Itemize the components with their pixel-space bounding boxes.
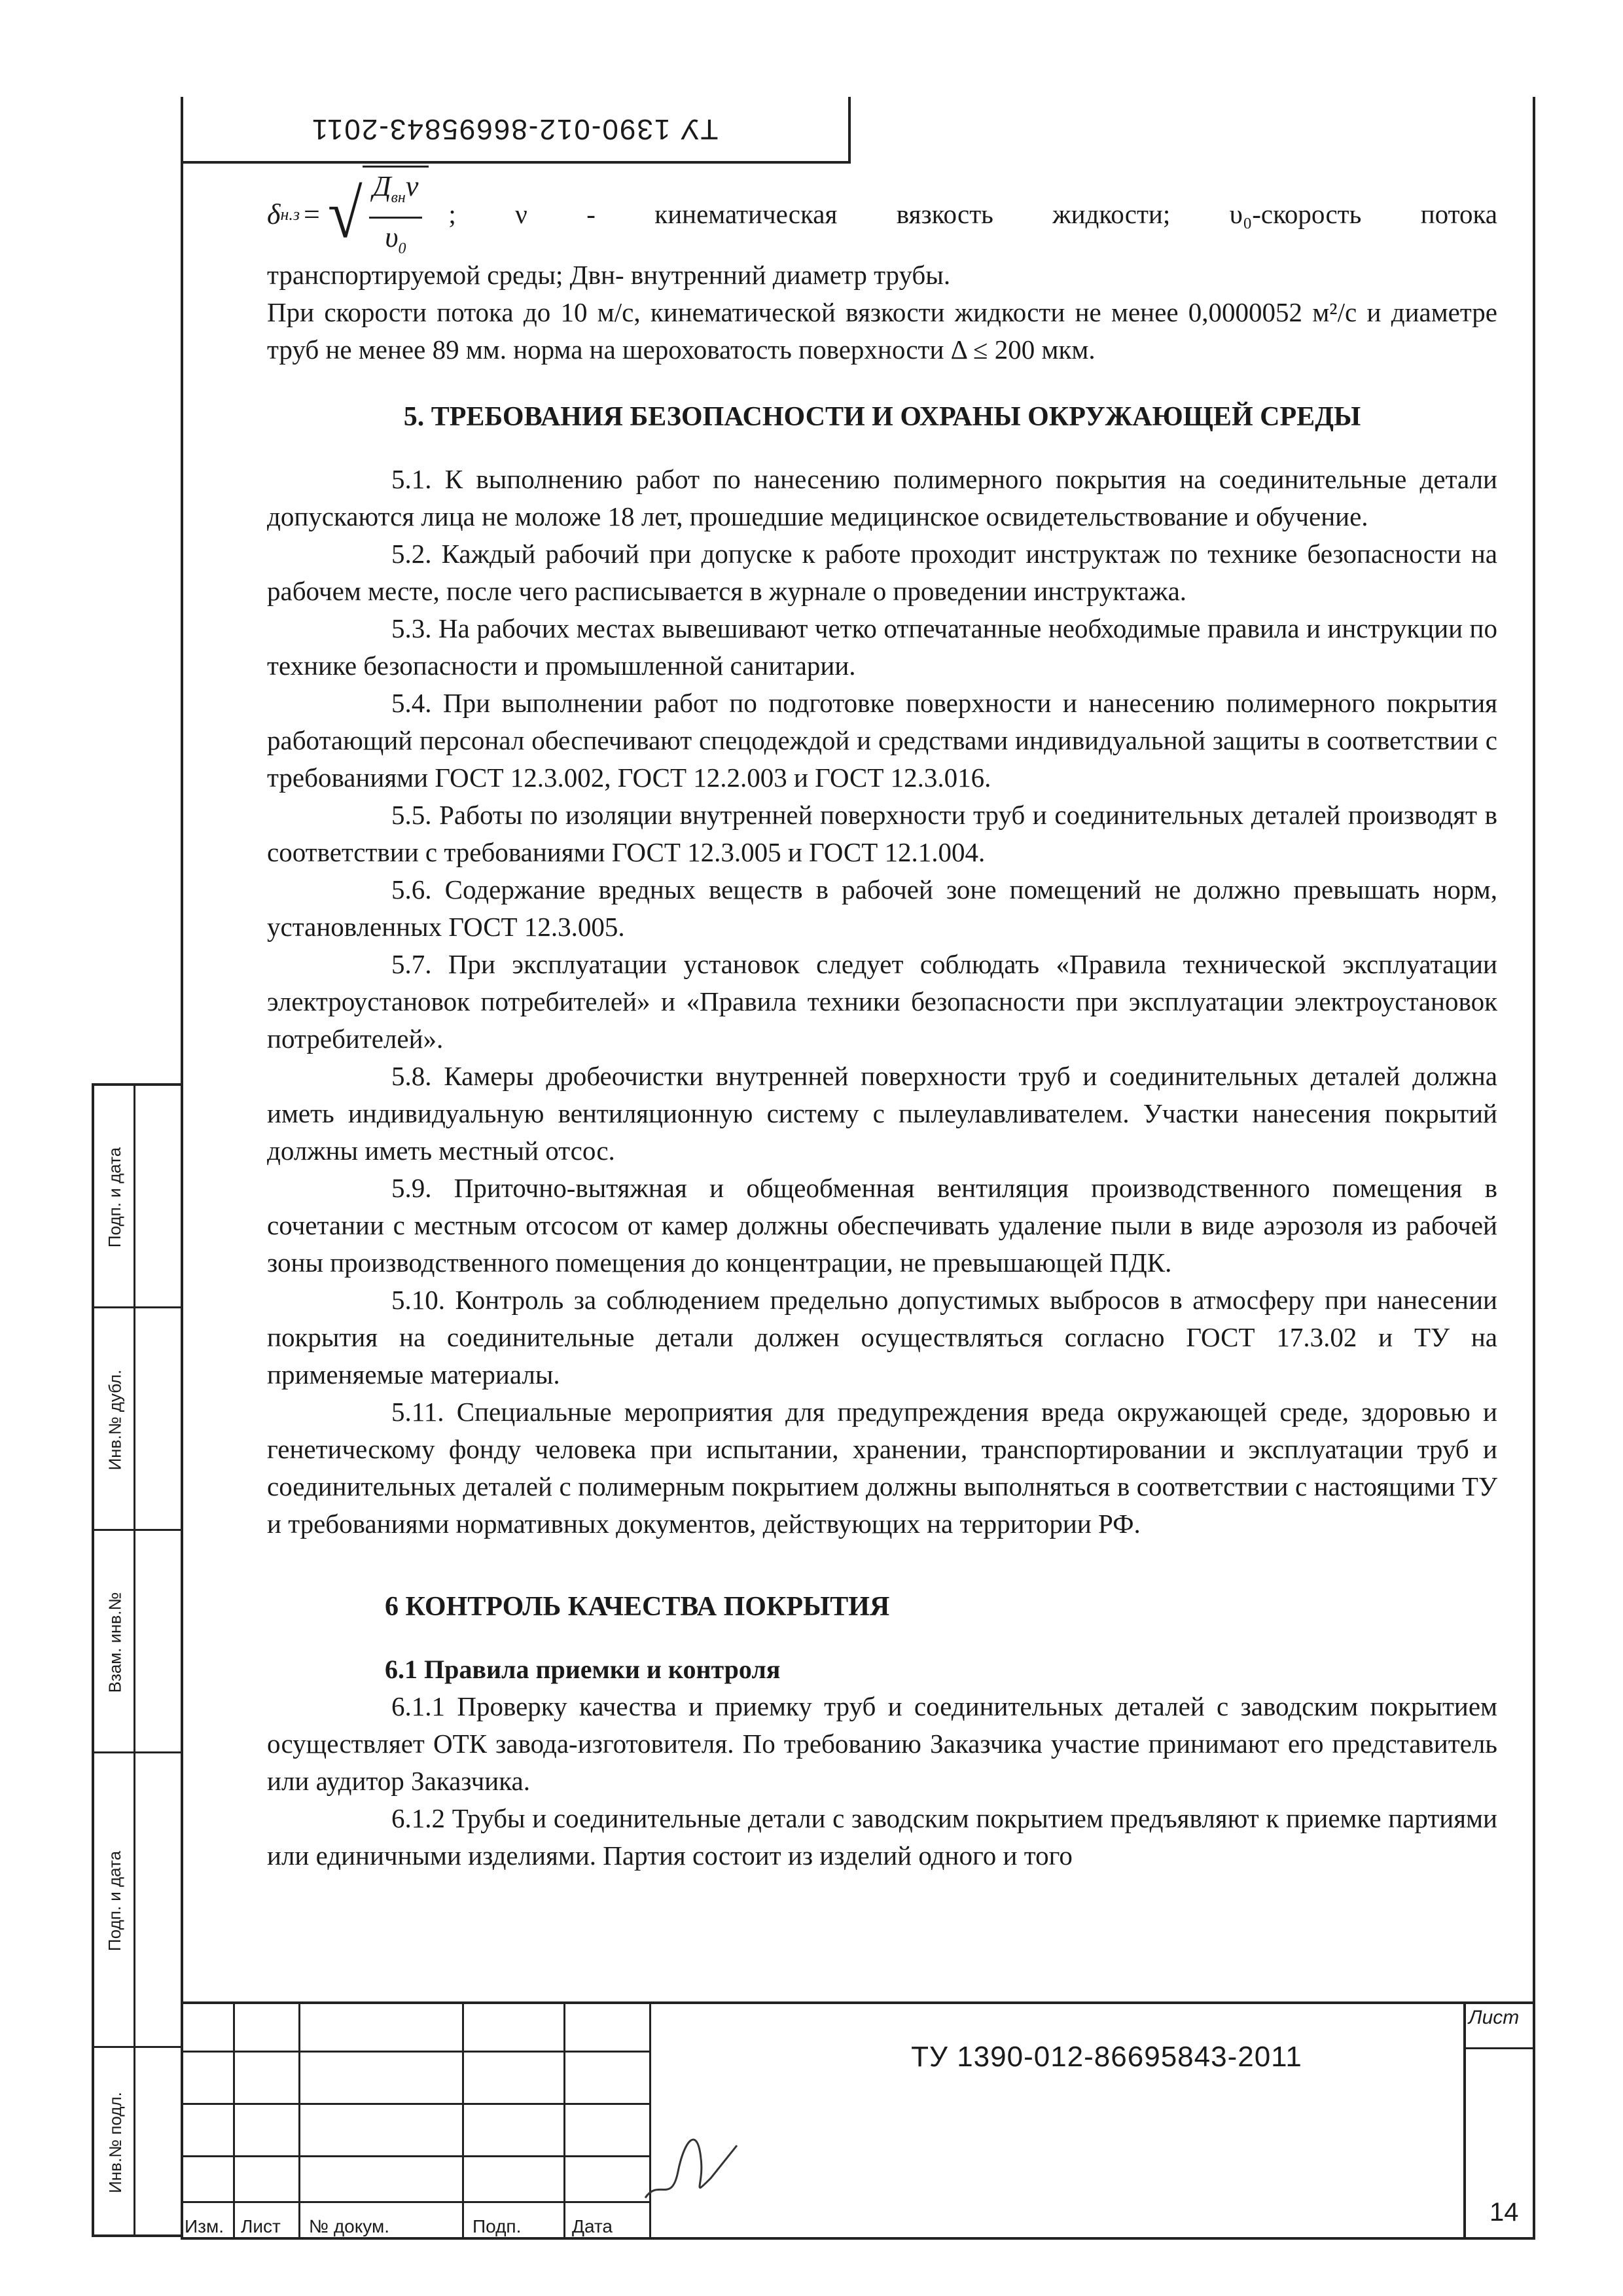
col-data-label: Дата (572, 2216, 613, 2236)
title-block-col-3 (298, 2001, 300, 2237)
section-5-title: 5. ТРЕБОВАНИЯ БЕЗОПАСНОСТИ И ОХРАНЫ ОКРУЖАЮЩЕЙ СРЕДЫ (403, 402, 1361, 432)
intro-paragraph-2: При скорости потока до 10 м/с, кинематической вязкости жидкости не менее 0,0000052 м²/с и диаметре труб не менее 89 мм. норма на шероховатость поверхности Δ ≤ 200 мкм. (267, 297, 1497, 365)
formula-numerator: Д (372, 170, 391, 203)
section-6-title: 6 КОНТРОЛЬ КАЧЕСТВА ПОКРЫТИЯ (385, 1592, 890, 1622)
formula-denominator: υ (385, 221, 399, 253)
clause-5-2: 5.2. Каждый рабочий при допуске к работе проходит инструктаж по технике безопасности на рабочем месте, после чего расписывается в журнале о проведении инструктажа. (267, 539, 1497, 606)
title-block-col-5 (563, 2001, 565, 2237)
side-cell-inv-dubl (94, 1308, 183, 1531)
title-block-doc-code: ТУ 1390-012-86695843-2011 (911, 2041, 1302, 2073)
clause-6-1-1: 6.1.1 Проверку качества и приемку труб и соединительных деталей с заводским покрытием осуществляет ОТК завода-изготовителя. По требованию Заказчика участие принимают его представитель или аудитор Заказчика. (267, 1691, 1497, 1796)
sqrt-sign: √ $\frac{Д_{вн}\nu}{\upsilon_0}$ (328, 160, 429, 268)
col-podp-label: Подп. (473, 2216, 522, 2236)
title-block (181, 2001, 1533, 2237)
side-label-podp-data-1: Подп. и дата (105, 1147, 125, 1247)
formula-numerator-var: ν (405, 170, 419, 203)
title-block-col-1 (181, 2001, 183, 2237)
top-stamp-box (181, 97, 851, 164)
title-block-row-line-3 (181, 2155, 649, 2157)
side-label-vzam-inv: Взам. инв.№ (105, 1592, 125, 1693)
roughness-formula: δ н.з = √ $\frac{Д_{вн}\nu}{\upsilon_0}$ (267, 160, 429, 268)
title-block-col-2 (233, 2001, 235, 2237)
sheet-label: Лист (1469, 2007, 1520, 2028)
title-block-col-4 (462, 2001, 464, 2237)
side-cell-podp-data-2 (94, 1753, 183, 2048)
intro-paragraph-1: транспортируемой среды; Двн- внутренний диаметр трубы. (267, 260, 951, 290)
side-label-inv-dubl: Инв.№ дубл. (105, 1369, 125, 1470)
side-label-podp-data-2: Подп. и дата (105, 1850, 125, 1951)
signature-mark (639, 2100, 743, 2211)
col-docum-label: № докум. (309, 2216, 390, 2236)
clause-5-3: 5.3. На рабочих местах вывешивают четко отпечатанные необходимые правила и инструкции по технике безопасности и промышленной санитарии. (267, 613, 1497, 681)
col-izm-label: Изм. (185, 2216, 224, 2236)
document-body (267, 171, 1497, 1874)
title-block-row-line-4 (181, 2201, 649, 2203)
formula-fraction (363, 166, 429, 268)
clause-5-6: 5.6. Содержание вредных веществ в рабочей зоне помещений не должно превышать норм, установленных ГОСТ 12.3.005. (267, 874, 1497, 942)
side-margin-strip (92, 1083, 181, 2237)
title-block-top-line (181, 2001, 1533, 2004)
clause-6-1-2: 6.1.2 Трубы и соединительные детали с заводским покрытием предъявляют к приемке партиями или единичными изделиями. Партия состоит из изделий одного и того (267, 1803, 1497, 1871)
side-cell-vzam-inv (94, 1531, 183, 1753)
clause-5-4: 5.4. При выполнении работ по подготовке поверхности и нанесению полимерного покрытия работающий персонал обеспечивают спецодеждой и средствами индивидуальной защиты в соответствии с требованиями ГОСТ 12.3.002, ГОСТ 12.2.003 и ГОСТ 12.3.016. (267, 688, 1497, 793)
clause-5-10: 5.10. Контроль за соблюдением предельно допустимых выбросов в атмосферу при нанесении покрытия на соединительные детали должен осуществляться согласно ГОСТ 17.3.02 и ТУ на применяемые материалы. (267, 1285, 1497, 1390)
title-block-row-line-1 (181, 2051, 649, 2053)
subsection-6-1-title: 6.1 Правила приемки и контроля (385, 1655, 781, 1684)
clause-5-8: 5.8. Камеры дробеочистки внутренней поверхности труб и соединительных деталей должна иметь индивидуальную вентиляционную систему с пылеулавливателем. Участки нанесения покрытий должны иметь местный отсос. (267, 1061, 1497, 1166)
col-list-label: Лист (241, 2216, 281, 2236)
formula-denominator-sub: 0 (398, 240, 406, 257)
clause-5-5: 5.5. Работы по изоляции внутренней поверхности труб и соединительных деталей производят в соответствии с требованиями ГОСТ 12.3.005 и ГОСТ 12.1.004. (267, 800, 1497, 867)
formula-lhs-sub: н.з (280, 204, 300, 224)
clause-5-1: 5.1. К выполнению работ по нанесению полимерного покрытия на соединительные детали допускаются лица не моложе 18 лет, прошедшие медицинское освидетельствование и обучение. (267, 464, 1497, 531)
clause-5-11: 5.11. Специальные мероприятия для предупреждения вреда окружающей среде, здоровью и генетическому фонду человека при испытании, хранении, транспортировании и эксплуатации труб и соединительных деталей с полимерным покрытием должны выполняться в соответствии с настоящими ТУ и требованиями нормативных документов, действующих на территории РФ. (267, 1397, 1497, 1539)
title-block-row-line-2 (181, 2103, 649, 2105)
formula-description: ; ν - кинематическая вязкость жидкости; υ₀-скорость потока (448, 198, 1497, 229)
top-stamp-text: ТУ 1390-012-86695843-2011 (310, 113, 719, 145)
sheet-box-divider (1466, 2047, 1535, 2049)
clause-5-7: 5.7. При эксплуатации установок следует соблюдать «Правила технической эксплуатации электроустановок потребителей» и «Правила техники безопасности при эксплуатации электроустановок потребителей». (267, 949, 1497, 1054)
formula-lhs: δ (267, 198, 281, 230)
clause-5-9: 5.9. Приточно-вытяжная и общеобменная вентиляция производственного помещения в сочетании с местным отсосом от камер должны обеспечивать удаление пыли в виде аэрозоля из рабочей зоны производственного помещения до концентрации, не превышающей ПДК. (267, 1173, 1497, 1278)
sheet-number: 14 (1489, 2198, 1519, 2227)
side-cell-inv-podl (94, 2048, 183, 2237)
formula-numerator-sub: вн (391, 189, 406, 206)
side-cell-podp-data-1 (94, 1086, 183, 1308)
side-label-inv-podl: Инв.№ подл. (105, 2092, 125, 2193)
formula-row (267, 171, 1497, 257)
